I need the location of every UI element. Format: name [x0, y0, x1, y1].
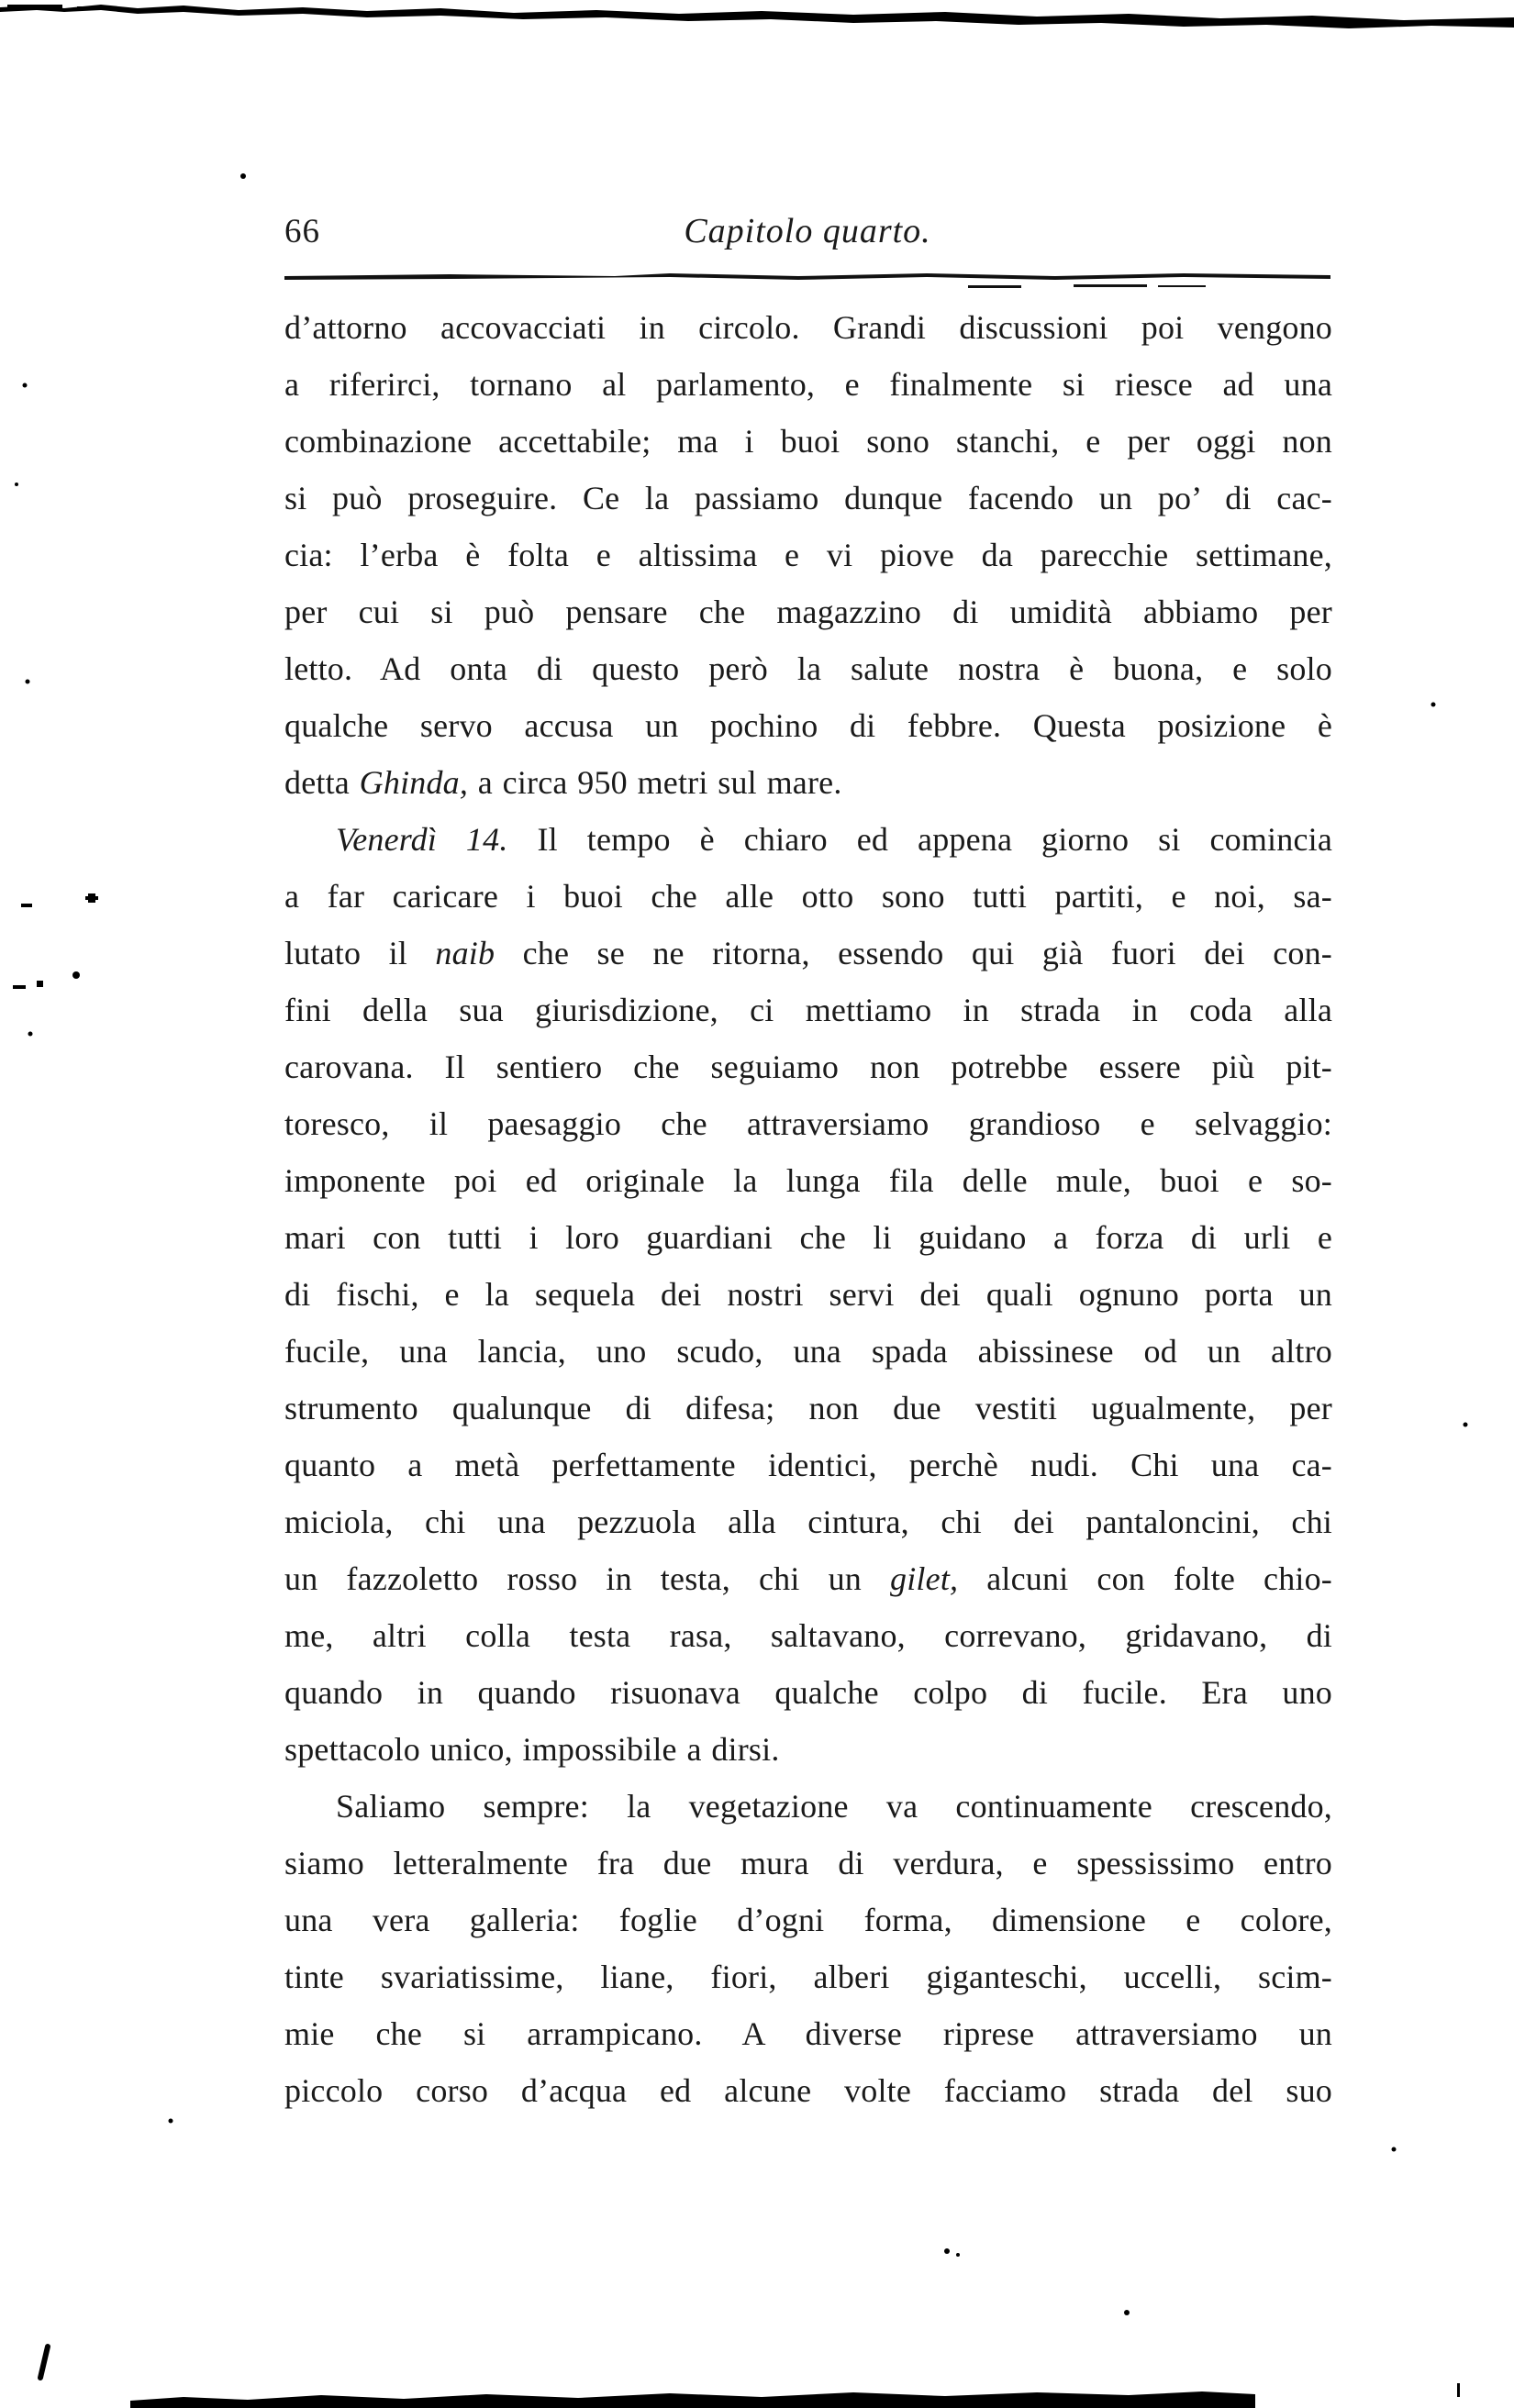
text-line: una vera galleria: foglie d’ogni forma, dimensione e colore,: [284, 1902, 1332, 1938]
scan-artifact-bottom-bar: [0, 2388, 1514, 2408]
text-line: a riferirci, tornano al parlamento, e finalmente si riesce ad una: [284, 366, 1332, 403]
text-line: qualche servo accusa un pochino di febbre. Questa posizione è: [284, 707, 1332, 744]
text-line: fucile, una lancia, uno scudo, una spada abissinese od un altro: [284, 1333, 1332, 1370]
text-line: letto. Ad onta di questo però la salute nostra è buona, e solo: [284, 650, 1332, 687]
body-text: [284, 299, 1332, 2119]
text-line: spettacolo unico, impossibile a dirsi.: [284, 1731, 780, 1768]
header-rule: [284, 268, 1330, 292]
text-line: Venerdì 14. Il tempo è chiaro ed appena giorno si comincia: [336, 821, 1333, 858]
text-line: un fazzoletto rosso in testa, chi un gilet, alcuni con folte chio-: [284, 1560, 1332, 1597]
text-line: detta Ghinda, a circa 950 metri sul mare.: [284, 764, 842, 801]
text-line: piccolo corso d’acqua ed alcune volte facciamo strada del suo: [284, 2072, 1332, 2109]
text-line: tinte svariatissime, liane, fiori, alberi giganteschi, uccelli, scim-: [284, 1959, 1332, 1995]
text-line: per cui si può pensare che magazzino di umidità abbiamo per: [284, 594, 1332, 630]
text-line: quando in quando risuonava qualche colpo di fucile. Era uno: [284, 1674, 1332, 1711]
page-number: 66: [284, 213, 320, 250]
text-line: imponente poi ed originale la lunga fila delle mule, buoi e so-: [284, 1162, 1332, 1199]
text-line: siamo letteralmente fra due mura di verdura, e spessissimo entro: [284, 1845, 1332, 1881]
chapter-title: Capitolo quarto.: [684, 212, 931, 250]
text-line: strumento qualunque di difesa; non due vestiti ugualmente, per: [284, 1390, 1332, 1426]
text-line: mari con tutti i loro guardiani che li guidano a forza di urli e: [284, 1219, 1332, 1256]
text-line: fini della sua giurisdizione, ci mettiamo in strada in coda alla: [284, 992, 1332, 1028]
text-line: toresco, il paesaggio che attraversiamo grandioso e selvaggio:: [284, 1105, 1332, 1142]
text-line: me, altri colla testa rasa, saltavano, correvano, gridavano, di: [284, 1617, 1332, 1654]
text-line: mie che si arrampicano. A diverse riprese attraversiamo un: [284, 2015, 1332, 2052]
scan-artifact-top-bar: [0, 0, 1514, 31]
text-line: si può proseguire. Ce la passiamo dunque facendo un po’ di cac-: [284, 480, 1332, 516]
text-line: combinazione accettabile; ma i buoi sono stanchi, e per oggi non: [284, 423, 1332, 460]
text-line: miciola, chi una pezzuola alla cintura, chi dei pantaloncini, chi: [284, 1504, 1332, 1540]
text-line: Saliamo sempre: la vegetazione va continuamente crescendo,: [336, 1788, 1332, 1825]
text-line: a far caricare i buoi che alle otto sono tutti partiti, e noi, sa-: [284, 878, 1332, 915]
text-line: carovana. Il sentiero che seguiamo non potrebbe essere più pit-: [284, 1049, 1332, 1085]
text-line: di fischi, e la sequela dei nostri servi dei quali ognuno porta un: [284, 1276, 1332, 1313]
page-header: [284, 204, 1330, 251]
text-line: quanto a metà perfettamente identici, perchè nudi. Chi una ca-: [284, 1447, 1332, 1483]
text-line: d’attorno accovacciati in circolo. Grandi discussioni poi vengono: [284, 309, 1332, 346]
text-line: lutato il naib che se ne ritorna, essendo qui già fuori dei con-: [284, 935, 1332, 971]
text-line: cia: l’erba è folta e altissima e vi piove da parecchie settimane,: [284, 537, 1332, 573]
